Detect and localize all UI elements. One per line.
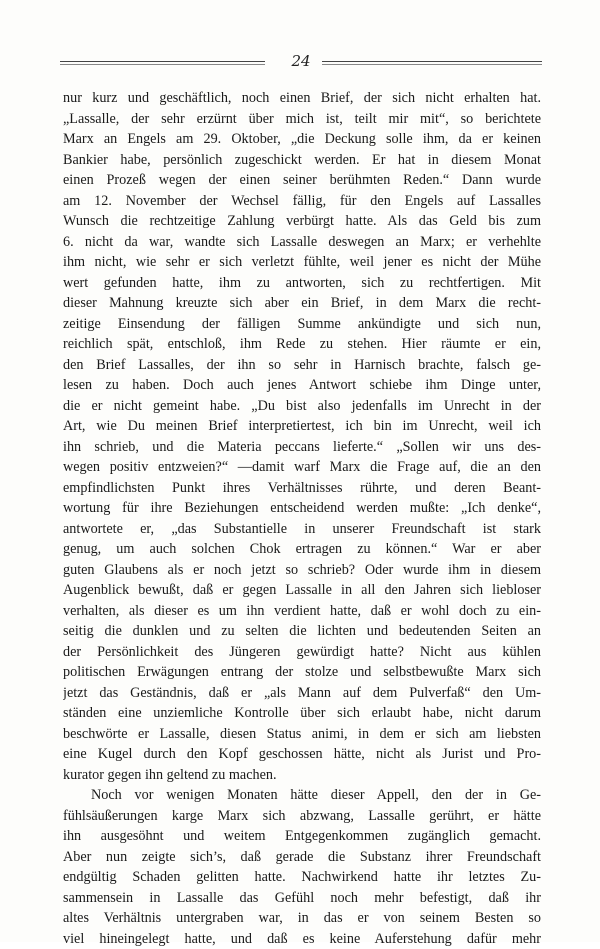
- text-line: 6. nicht da war, wandte sich Lassalle deswegen an Marx; er verhehlte: [63, 232, 541, 253]
- text-line: Bankier habe, persönlich zugeschickt werden. Er hat in diesem Monat: [63, 150, 541, 171]
- text-line: altes Verhältnis untergraben war, in das er von seinem Besten so: [63, 908, 541, 929]
- text-line: Noch vor wenigen Monaten hätte dieser Appell, den der in Ge-: [63, 785, 541, 806]
- text-line: den Brief Lassalles, der ihn so sehr in Harnisch brachte, falsch ge-: [63, 355, 541, 376]
- body-text: [63, 88, 541, 949]
- text-line: die er nicht gemeint habe. „Du bist also jedenfalls im Unrecht in der: [63, 396, 541, 417]
- text-line: beschwörte er Lassalle, diesen Status animi, in dem er sich am liebsten: [63, 724, 541, 745]
- text-line: Art, wie Du meinen Brief interpretiertest, ich bin im Unrecht, weil ich: [63, 416, 541, 437]
- text-line: jetzt das Geständnis, daß er „als Mann auf dem Pulverfaß“ den Um-: [63, 683, 541, 704]
- text-line: endgültig Schaden gelitten hatte. Nachwirkend hatte ihr letztes Zu-: [63, 867, 541, 888]
- text-line: verhalten, als dieser es um ihn verdient hatte, daß er wohl doch zu ein-: [63, 601, 541, 622]
- text-line: Aber nun zeigte sich’s, daß gerade die Substanz ihrer Freundschaft: [63, 847, 541, 868]
- page-number: 24: [60, 52, 542, 70]
- text-line: eine Kugel durch den Kopf geschossen hätte, nicht als Jurist und Pro-: [63, 744, 541, 765]
- page-header: [60, 50, 542, 74]
- text-line: der Persönlichkeit des Jüngeren gewürdigt hatte? Nicht aus kühlen: [63, 642, 541, 663]
- text-line: zeitige Einsendung der fälligen Summe ankündigte und sich nun,: [63, 314, 541, 335]
- text-line: empfindlichsten Punkt ihres Verhältnisses rührte, und deren Beant-: [63, 478, 541, 499]
- text-line: fühlsäußerungen karge Marx sich abzwang, Lassalle gerührt, er hätte: [63, 806, 541, 827]
- text-line: Marx an Engels am 29. Oktober, „die Deckung solle ihm, da er keinen: [63, 129, 541, 150]
- text-line: reichlich spät, entschloß, ihm Rede zu stehen. Hier räumte er ein,: [63, 334, 541, 355]
- text-line: „Lassalle, der sehr erzürnt über mich ist, teilt mir mit“, so berichtete: [63, 109, 541, 130]
- text-line: lesen zu haben. Doch auch jenes Antwort schiebe ihm Dinge unter,: [63, 375, 541, 396]
- text-line: einen Prozeß wegen der einen seiner berühmten Reden.“ Dann wurde: [63, 170, 541, 191]
- header-rule-right-thin: [322, 64, 542, 65]
- text-line: genug, um auch solchen Chok ertragen zu können.“ War er aber: [63, 539, 541, 560]
- text-line: antwortete er, „das Substantielle in unserer Freundschaft ist stark: [63, 519, 541, 540]
- text-line: wegen positiv entzweien?“ —damit warf Marx die Frage auf, die an den: [63, 457, 541, 478]
- text-line: kurator gegen ihn geltend zu machen.: [63, 765, 541, 786]
- text-line: viel hineingelegt hatte, und daß es keine Auferstehung dafür mehr: [63, 929, 541, 949]
- text-line: Wunsch die rechtzeitige Zahlung verbürgt hatte. Als das Geld bis zum: [63, 211, 541, 232]
- text-line: politischen Erwägungen entrang der stolze und selbstbewußte Marx sich: [63, 662, 541, 683]
- text-line: sammensein in Lassalle das Gefühl noch mehr befestigt, daß ihr: [63, 888, 541, 909]
- text-line: am 12. November der Wechsel fällig, für den Engels auf Lassalles: [63, 191, 541, 212]
- text-line: ihn schrieb, und die Materia peccans lieferte.“ „Sollen wir uns des-: [63, 437, 541, 458]
- text-line: guten Glaubens als er noch jetzt so schrieb? Oder wurde ihm in diesem: [63, 560, 541, 581]
- text-line: seitig die dunklen und zu selten die lichten und bedeutenden Seiten an: [63, 621, 541, 642]
- text-line: dieser Mahnung kreuzte sich aber ein Brief, in dem Marx die recht-: [63, 293, 541, 314]
- text-line: nur kurz und geschäftlich, noch einen Brief, der sich nicht erhalten hat.: [63, 88, 541, 109]
- text-line: ständen eine unziemliche Kontrolle über sich erlaubt habe, nicht darum: [63, 703, 541, 724]
- text-line: ihm nicht, wie sehr er sich verletzt fühlte, weil jener es nicht der Mühe: [63, 252, 541, 273]
- text-line: Augenblick bewußt, daß er gegen Lassalle in all den Jahren sich liebloser: [63, 580, 541, 601]
- text-line: wert gefunden hatte, ihm zu antworten, sich zu rechtfertigen. Mit: [63, 273, 541, 294]
- text-line: wortung für ihre Beziehungen entscheidend werden mußte: „Ich denke“,: [63, 498, 541, 519]
- header-rule-right: [322, 61, 542, 62]
- text-line: ihn ausgesöhnt und weitem Entgegenkommen zugänglich gemacht.: [63, 826, 541, 847]
